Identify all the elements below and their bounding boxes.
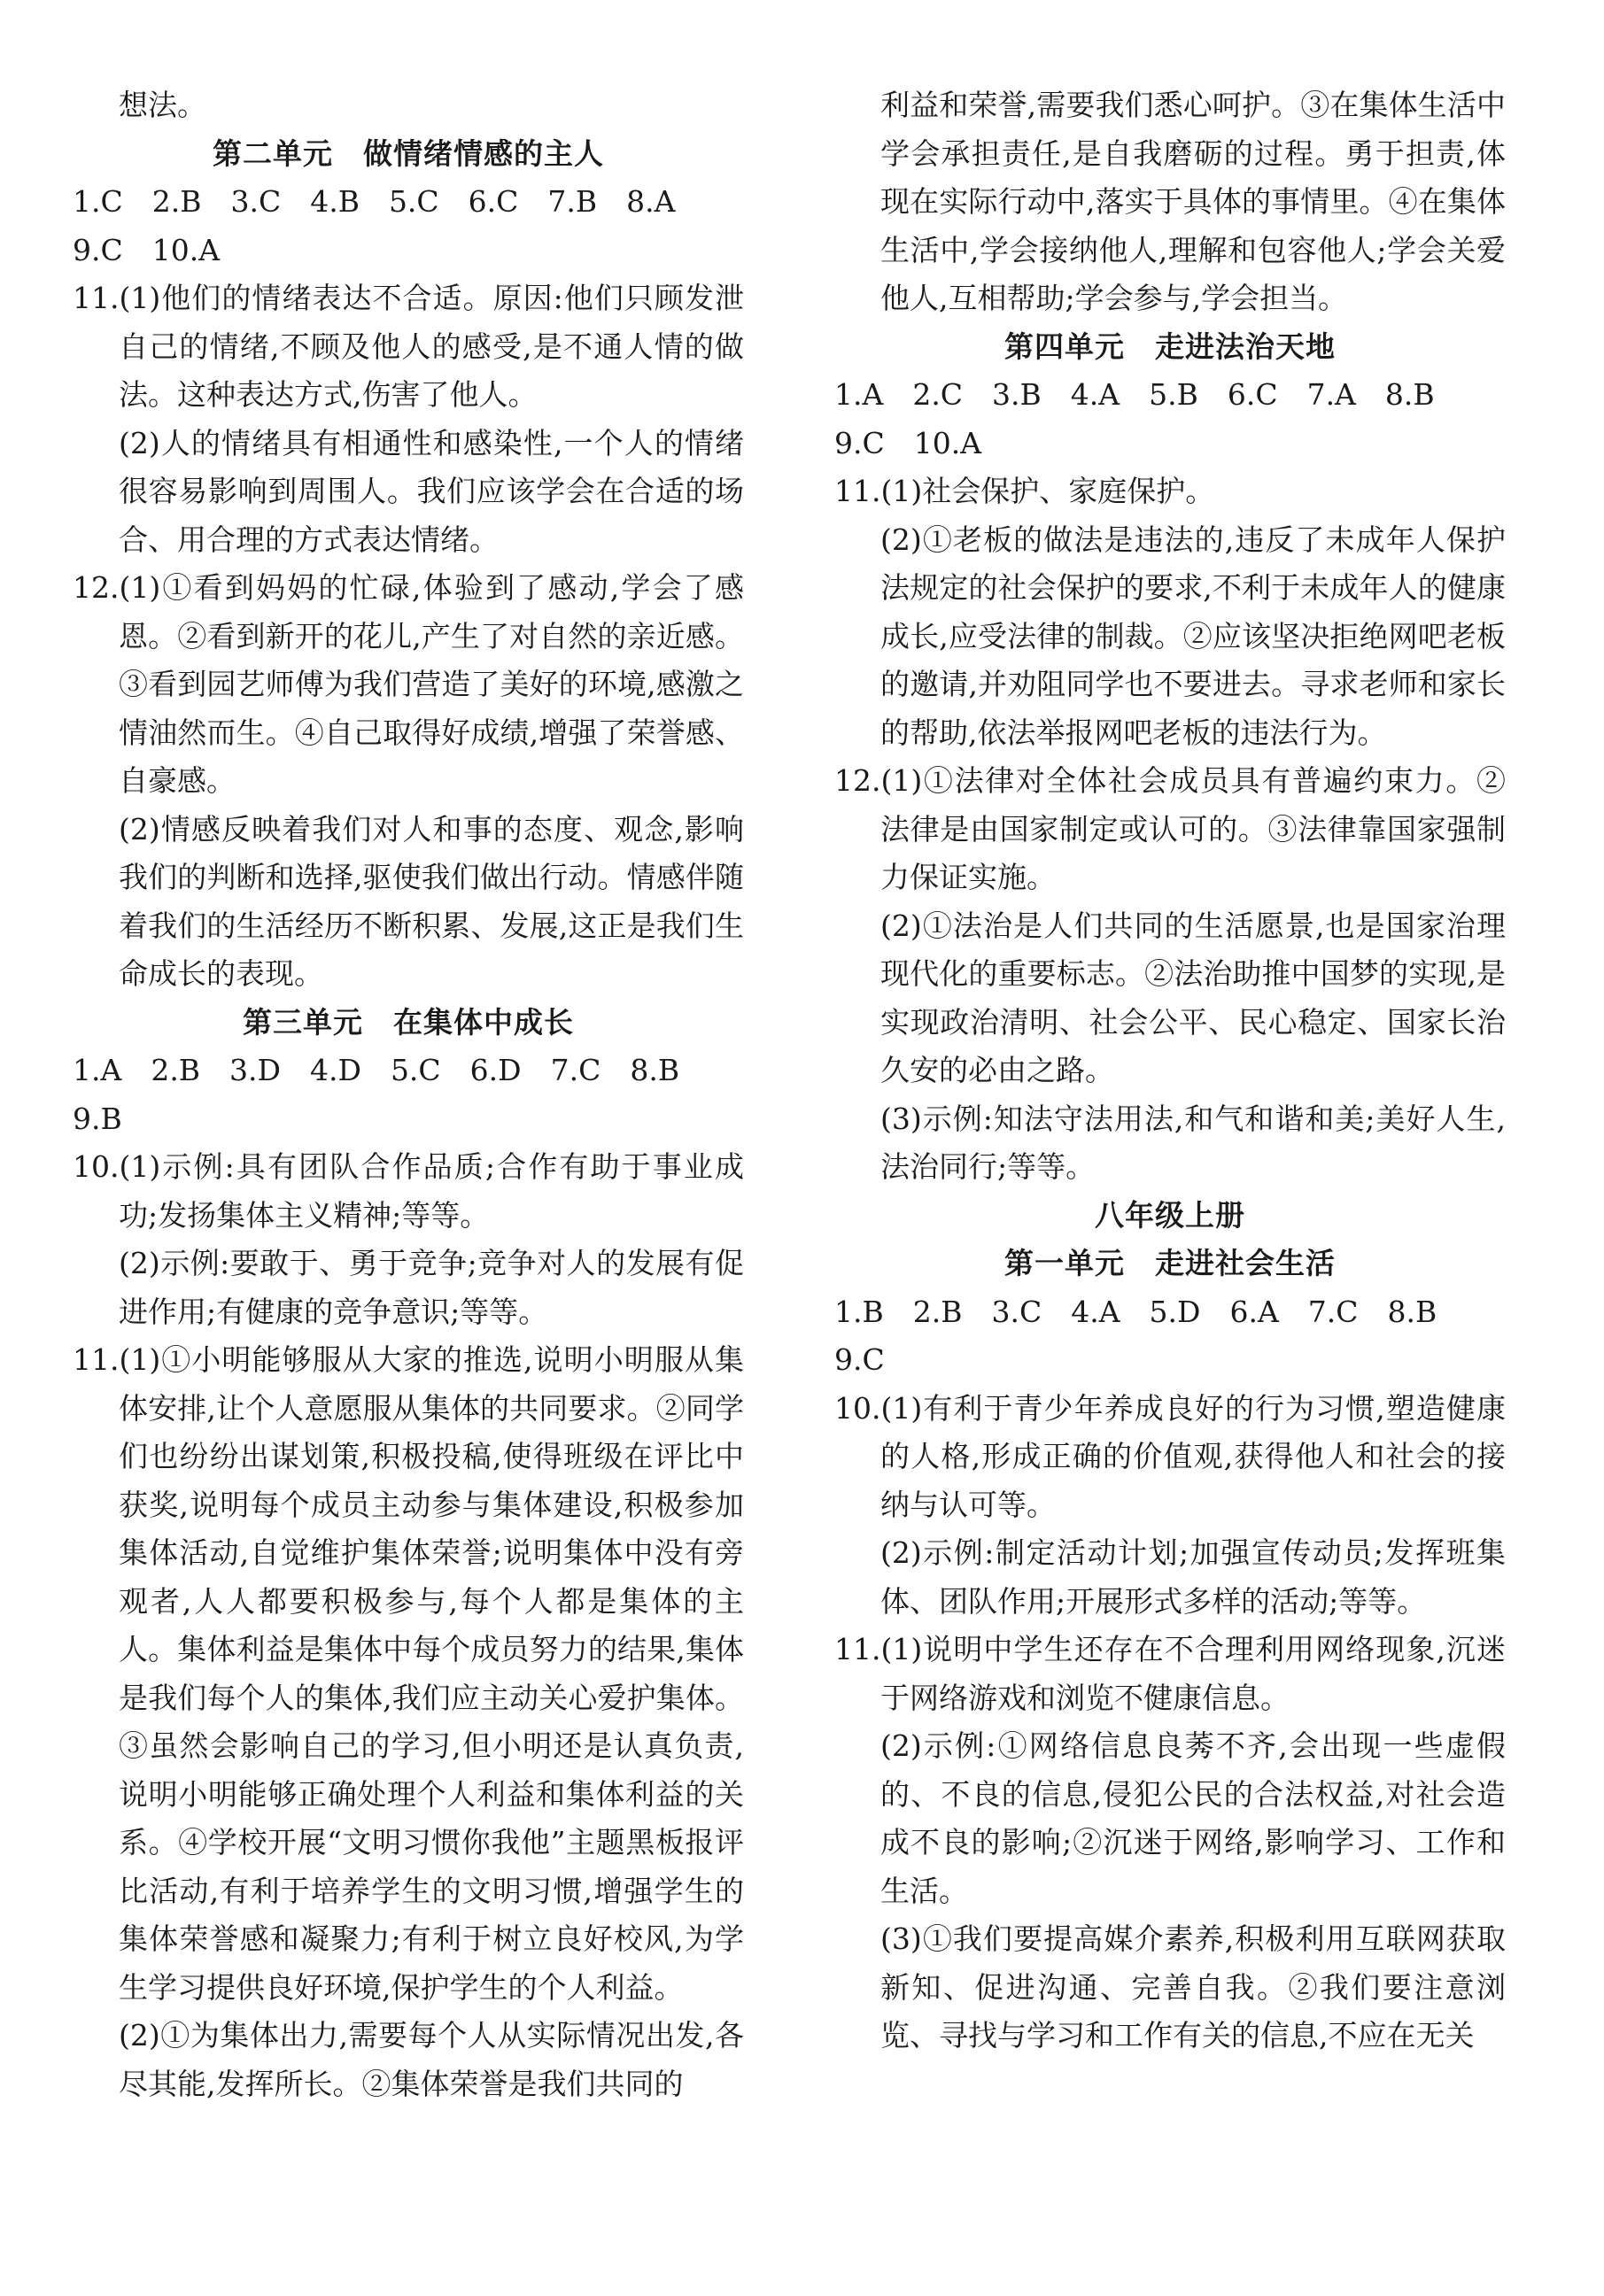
answer-paragraph: (2)示例:①网络信息良莠不齐,会出现一些虚假的、不良的信息,侵犯公民的合法权益,对社会造成不良的影响;②沉迷于网络,影响学习、工作和生活。 [880, 1728, 1506, 1908]
answer-paragraph: 11.(1)①小明能够服从大家的推选,说明小明服从集体安排,让个人意愿服从集体的共同要求。②同学们也纷纷出谋划策,积极投稿,使得班级在评比中获奖,说明每个成员主动参与集体建设,积极参加集体活动,自觉维护集体荣誉;说明集体中没有旁观者,人人都要积极参与,每个人都是集体的主人。集体利益是集体中每个成员努力的结果,集体是我们每个人的集体,我们应主动关心爱护集体。③虽然会影响自己的学习,但小明还是认真负责,说明小明能够正确处理个人利益和集体利益的关系。④学校开展“文明习惯你我他”主题黑板报评比活动,有利于培养学生的文明习惯,增强学生的集体荣誉感和凝聚力;有利于树立良好校风,为学生学习提供良好环境,保护学生的个人利益。 [73, 1342, 744, 2005]
answer-paragraph: (3)示例:知法守法用法,和气和谐和美;美好人生,法治同行;等等。 [880, 1101, 1506, 1184]
answer-paragraph: 9.B [73, 1101, 122, 1136]
answer-paragraph: 10.(1)有利于青少年养成良好的行为习惯,塑造健康的人格,形成正确的价值观,获得他人和社会的接纳与认可等。 [834, 1390, 1506, 1522]
answer-paragraph: 9.C [834, 1342, 885, 1377]
answer-paragraph: (2)①法治是人们共同的生活愿景,也是国家治理现代化的重要标志。②法治助推中国梦的实现,是实现政治清明、社会公平、民心稳定、国家长治久安的必由之路。 [880, 908, 1506, 1087]
answer-paragraph: 1.A 2.C 3.B 4.A 5.B 6.C 7.A 8.B [834, 377, 1435, 412]
answer-paragraph: 12.(1)①法律对全体社会成员具有普遍约束力。②法律是由国家制定或认可的。③法律靠国家强制力保证实施。 [834, 763, 1506, 894]
answer-paragraph: (3)①我们要提高媒介素养,积极利用互联网获取新知、促进沟通、完善自我。②我们要注意浏览、寻找与学习和工作有关的信息,不应在无关 [880, 1921, 1506, 2052]
answer-paragraph: 10.(1)示例:具有团队合作品质;合作有助于事业成功;发扬集体主义精神;等等。 [73, 1149, 744, 1233]
answer-paragraph: 1.C 2.B 3.C 4.B 5.C 6.C 7.B 8.A [73, 184, 676, 219]
answer-paragraph: 12.(1)①看到妈妈的忙碌,体验到了感动,学会了感恩。②看到新开的花儿,产生了对自然的亲近感。③看到园艺师傅为我们营造了美好的环境,感激之情油然而生。④自己取得好成绩,增强了荣誉感、自豪感。 [73, 570, 744, 798]
section-heading: 第四单元 走进法治天地 [1004, 329, 1336, 364]
answer-paragraph: (2)①为集体出力,需要每个人从实际情况出发,各尽其能,发挥所长。②集体荣誉是我们共同的 [119, 2018, 744, 2101]
right-column [834, 81, 1506, 2060]
answer-paragraph: (2)人的情绪具有相通性和感染性,一个人的情绪很容易影响到周围人。我们应该学会在合适的场合、用合理的方式表达情绪。 [119, 425, 744, 557]
answer-paragraph: (2)①老板的做法是违法的,违反了未成年人保护法规定的社会保护的要求,不利于未成年人的健康成长,应受法律的制裁。②应该坚决拒绝网吧老板的邀请,并劝阻同学也不要进去。寻求老师和家长的帮助,依法举报网吧老板的违法行为。 [880, 522, 1506, 750]
answer-paragraph: 9.C 10.A [834, 425, 982, 460]
left-column [73, 81, 744, 2108]
answer-paragraph: (2)示例:要敢于、勇于竞争;竞争对人的发展有促进作用;有健康的竞争意识;等等。 [119, 1246, 744, 1329]
answer-paragraph: 11.(1)说明中学生还存在不合理利用网络现象,沉迷于网络游戏和浏览不健康信息。 [834, 1632, 1506, 1715]
answer-paragraph: 利益和荣誉,需要我们悉心呵护。③在集体生活中学会承担责任,是自我磨砺的过程。勇于担责,体现在实际行动中,落实于具体的事情里。④在集体生活中,学会接纳他人,理解和包容他人;学会关爱他人,互相帮助;学会参与,学会担当。 [880, 88, 1506, 315]
answer-paragraph: (2)示例:制定活动计划;加强宣传动员;发挥班集体、团队作用;开展形式多样的活动;等等。 [880, 1535, 1506, 1619]
answer-paragraph: 1.A 2.B 3.D 4.D 5.C 6.D 7.C 8.B [73, 1053, 680, 1087]
answer-paragraph: 想法。 [119, 88, 206, 122]
answer-paragraph: 11.(1)社会保护、家庭保护。 [834, 474, 1215, 508]
answer-paragraph: 11.(1)他们的情绪表达不合适。原因:他们只顾发泄自己的情绪,不顾及他人的感受,是不通人情的做法。这种表达方式,伤害了他人。 [73, 281, 744, 412]
section-heading: 第一单元 走进社会生活 [1004, 1246, 1336, 1280]
answer-paragraph: 9.C 10.A [73, 232, 221, 267]
section-heading: 第三单元 在集体中成长 [243, 1004, 574, 1040]
section-heading: 第二单元 做情绪情感的主人 [213, 135, 604, 171]
answer-paragraph: (2)情感反映着我们对人和事的态度、观念,影响我们的判断和选择,驱使我们做出行动。情感伴随着我们的生活经历不断积累、发展,这正是我们生命成长的表现。 [119, 811, 744, 991]
answer-paragraph: 1.B 2.B 3.C 4.A 5.D 6.A 7.C 8.B [834, 1294, 1437, 1329]
section-heading: 八年级上册 [1095, 1197, 1245, 1233]
